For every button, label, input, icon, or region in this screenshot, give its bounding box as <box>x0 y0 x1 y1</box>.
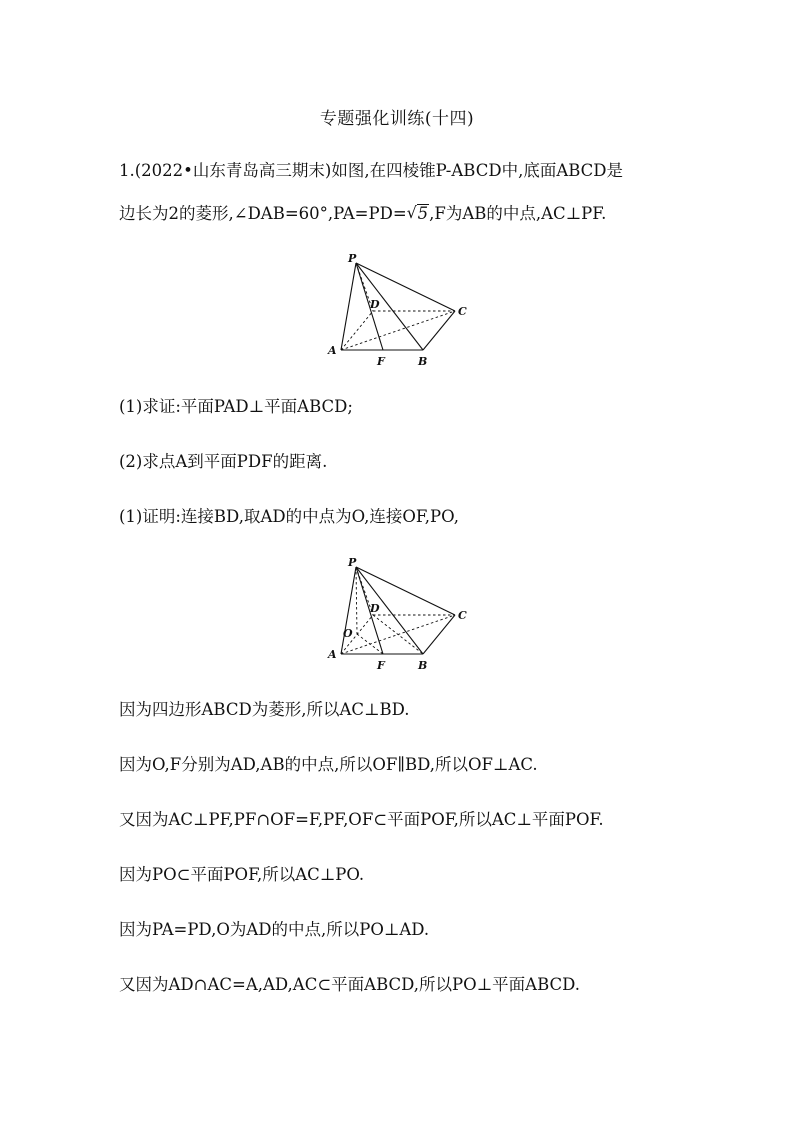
label-A: A <box>328 344 337 357</box>
problem-source: (2022•山东青岛高三期末) <box>134 161 332 180</box>
problem-line-1 <box>119 160 699 182</box>
hidden-edge-PO <box>356 567 357 634</box>
solution-line-5: 因为PO⊂平面POF,所以AC⊥PO. <box>119 865 365 884</box>
solution-line-6: 因为PA=PD,O为AD的中点,所以PO⊥AD. <box>119 920 430 939</box>
edge-PA <box>341 263 356 350</box>
edge-PA <box>341 567 356 654</box>
solution-line-7: 又因为AD∩AC=A,AD,AC⊂平面ABCD,所以PO⊥平面ABCD. <box>119 975 581 994</box>
label-P: P <box>348 556 357 569</box>
label-C: C <box>458 305 467 318</box>
label-C: C <box>458 609 467 622</box>
solution-line-4: 又因为AC⊥PF,PF∩OF=F,PF,OF⊂平面POF,所以AC⊥平面POF. <box>119 810 604 829</box>
hidden-edge-OF <box>357 634 383 654</box>
label-F: F <box>377 355 385 368</box>
problem-line-2 <box>119 203 699 225</box>
solution-line-2: 因为四边形ABCD为菱形,所以AC⊥BD. <box>119 700 410 719</box>
label-A: A <box>328 648 337 661</box>
page-title: 专题强化训练(十四) <box>319 109 475 129</box>
problem-text-2: 边长为2的菱形,∠DAB=60°,PA=PD= <box>119 204 407 223</box>
label-F: F <box>377 659 385 672</box>
label-P: P <box>348 252 357 265</box>
edge-BC <box>423 615 455 654</box>
pyramid-diagram-1 <box>322 250 472 370</box>
pyramid-figure-2 <box>322 554 472 678</box>
solution-line-3: 因为O,F分别为AD,AB的中点,所以OF∥BD,所以OF⊥AC. <box>119 755 538 774</box>
question-2: (2)求点A到平面PDF的距离. <box>119 452 328 471</box>
label-B: B <box>418 659 428 672</box>
edge-BC <box>423 311 455 350</box>
sqrt-radicand: 5 <box>417 204 429 223</box>
sqrt-expression <box>407 203 430 225</box>
solution-line-1: (1)证明:连接BD,取AD的中点为O,连接OF,PO, <box>119 507 459 526</box>
edge-PB <box>356 263 423 350</box>
pyramid-figure-1 <box>322 250 472 374</box>
problem-text-3: ,F为AB的中点,AC⊥PF. <box>429 204 607 223</box>
label-O: O <box>343 627 353 640</box>
sqrt-symbol-icon: √ <box>406 203 417 222</box>
label-D: D <box>370 602 380 615</box>
problem-text-1: 如图,在四棱锥P-ABCD中,底面ABCD是 <box>331 161 624 180</box>
label-B: B <box>418 355 428 368</box>
label-D: D <box>370 298 380 311</box>
pyramid-diagram-2 <box>322 554 472 674</box>
problem-number: 1. <box>119 161 135 180</box>
question-1: (1)求证:平面PAD⊥平面ABCD; <box>119 397 353 416</box>
